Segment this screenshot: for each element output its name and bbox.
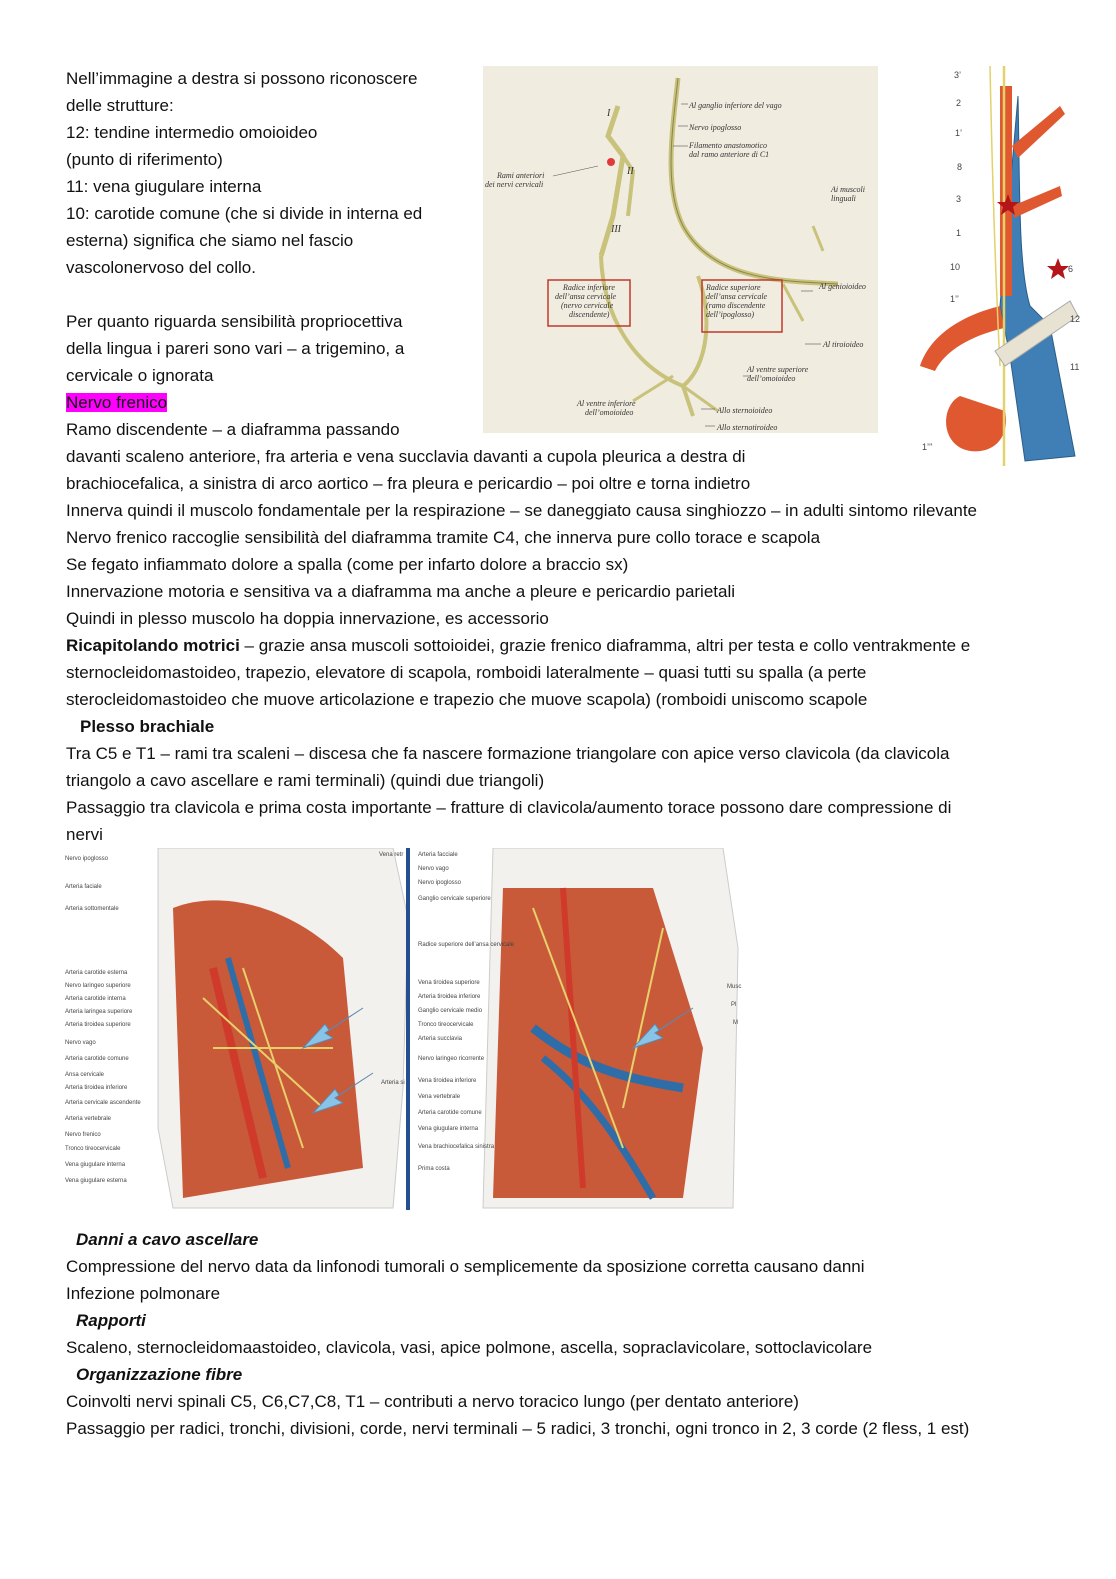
rapporti-line: Scaleno, sternocleidomaastoideo, clavicola, vasi, apice polmone, ascella, sopraclavicolare, sottoclavicolare: [66, 1338, 873, 1357]
left-label-15: Nervo frenico: [65, 1132, 101, 1138]
mid-label-8: Ganglio cervicale medio: [418, 1008, 483, 1014]
label-genioioideo: Al genioioideo: [819, 282, 866, 291]
fibre-heading: Organizzazione fibre: [76, 1365, 243, 1384]
label-root-II: II: [627, 166, 634, 177]
figure-neck-vessels: [900, 66, 1083, 466]
mid-label-7: Arteria tiroidea inferiore: [418, 994, 481, 1000]
danni-heading: Danni a cavo ascellare: [76, 1230, 259, 1249]
brachiale-line-4: nervi: [66, 825, 103, 844]
mid-label-9: Tronco tireocervicale: [418, 1022, 474, 1028]
num-3: 3: [956, 194, 962, 204]
left-label-2: Arteria faciale: [65, 884, 102, 890]
label-ganglio: Al ganglio inferiore del vago: [689, 101, 782, 110]
label-root-III: III: [611, 224, 621, 235]
mid-label-11: Nervo laringeo ricorrente: [418, 1056, 485, 1062]
left-label-4: Arteria carotide esterna: [65, 970, 128, 976]
num-1p: 1’: [955, 128, 963, 138]
label-ventre-inf-1: Al ventre inferiore: [577, 399, 636, 408]
brachiale-heading: Plesso brachiale: [80, 717, 215, 736]
left-label-9: Nervo vago: [65, 1040, 96, 1046]
right-label-3: M: [733, 1020, 738, 1026]
fibre-line-1: Coinvolti nervi spinali C5, C6,C7,C8, T1 – contributi a nervo toracico lungo (per dentato anteriore): [66, 1392, 799, 1411]
num-3p: 3’: [954, 70, 962, 80]
num-6: 6: [1068, 264, 1074, 274]
mid-label-6: Vena tiroidea superiore: [418, 980, 480, 986]
left-label-18: Vena giugulare esterna: [65, 1178, 127, 1184]
label-linguali-2: linguali: [831, 194, 856, 203]
left-label-6: Arteria carotide interna: [65, 996, 126, 1002]
mid-label-14: Arteria carotide comune: [418, 1110, 482, 1116]
label-tiroioideo: Al tiroioideo: [823, 340, 864, 349]
intro-line-11: cervicale o ignorata: [66, 366, 214, 385]
intro-line-6: 10: carotide comune (che si divide in interna ed: [66, 204, 423, 223]
left-label-17: Vena giugulare interna: [65, 1162, 126, 1168]
label-radice-sup-2: dell’ansa cervicale: [706, 292, 768, 301]
left-label-13: Arteria cervicale ascendente: [65, 1100, 141, 1106]
num-12: 12: [1070, 314, 1081, 324]
mid-label-12: Vena tiroidea inferiore: [418, 1078, 477, 1084]
intro-line-7: esterna) significa che siamo nel fascio: [66, 231, 354, 250]
label-ventre-sup-2: dell’omoioideo: [747, 374, 796, 383]
mid-label-3: Nervo ipoglosso: [418, 880, 462, 886]
intro-line-4: (punto di riferimento): [66, 150, 223, 169]
left-label-8: Arteria tiroidea superiore: [65, 1022, 131, 1028]
fibre-line-2: Passaggio per radici, tronchi, divisioni, corde, nervi terminali – 5 radici, 3 tronchi, ogni tronco in 2, 3 corde (2 fless, 1 est): [66, 1419, 970, 1438]
label-radice-sup-1: Radice superiore: [706, 283, 761, 292]
mid-label-4: Ganglio cervicale superiore: [418, 896, 491, 902]
frenico-line-6: Se fegato infiammato dolore a spalla (come per infarto dolore a braccio sx): [66, 555, 629, 574]
mid-label-10: Arteria succlavia: [418, 1036, 463, 1042]
frenico-line-4: Innerva quindi il muscolo fondamentale per la respirazione – se daneggiato causa singhiozzo – in adulti sintomo rilevante: [66, 501, 977, 520]
num-8: 8: [957, 162, 963, 172]
brachiale-line-2: triangolo a cavo ascellare e rami terminali) (quindi due triangoli): [66, 771, 545, 790]
intro-line-8: vascolonervoso del collo.: [66, 258, 256, 277]
ricap-bold: Ricapitolando motrici: [66, 636, 240, 655]
mid-label-17: Prima costa: [418, 1166, 450, 1172]
num-2: 2: [956, 98, 962, 108]
label-radice-sup-4: dell’ipoglosso): [706, 310, 754, 319]
brachiale-line-3: Passaggio tra clavicola e prima costa importante – fratture di clavicola/aumento torace possono dare compressione di: [66, 798, 952, 817]
left-label-11: Ansa cervicale: [65, 1072, 105, 1078]
left-label-16: Tronco tireocervicale: [65, 1146, 121, 1152]
label-sternoioideo: Allo sternoioideo: [717, 406, 773, 415]
num-10: 10: [950, 262, 961, 272]
label-ipoglosso: Nervo ipoglosso: [689, 123, 742, 132]
left-label-1: Nervo ipoglosso: [65, 856, 109, 862]
intro-line-2: delle strutture:: [66, 96, 174, 115]
danni-line-1: Compressione del nervo data da linfonodi tumorali o semplicemente da sposizione corretta causano danni: [66, 1257, 865, 1276]
frenico-heading: [66, 392, 167, 414]
intro-line-9: Per quanto riguarda sensibilità propriocettiva: [66, 312, 403, 331]
mid-label-13: Vena vertebrale: [418, 1094, 461, 1100]
num-11: 11: [1070, 362, 1080, 372]
brachiale-line-1: Tra C5 e T1 – rami tra scaleni – discesa che fa nascere formazione triangolare con apice verso clavicola (da clavicola: [66, 744, 950, 763]
top-right-label: Vena retr: [379, 852, 404, 858]
label-ventre-sup-1: Al ventre superiore: [747, 365, 809, 374]
left-label-7: Arteria laringea superiore: [65, 1009, 133, 1015]
carotid-shape: [1000, 86, 1012, 296]
mid-label-5: Radice superiore dell’ansa cervicale: [418, 942, 515, 948]
left-label-14: Arteria vertebrale: [65, 1116, 112, 1122]
figure-ansa-cervicale: [483, 66, 878, 433]
label-radice-inf-2: dell’ansa cervicale: [555, 292, 617, 301]
ricap-line-1: [66, 635, 970, 657]
mid-label-1: Arteria facciale: [418, 852, 458, 858]
intro-line-5: 11: vena giugulare interna: [66, 177, 262, 196]
label-radice-inf-1: Radice inferiore: [563, 283, 615, 292]
frenico-line-2: davanti scaleno anteriore, fra arteria e vena succlavia davanti a cupola pleurica a destra di: [66, 447, 746, 466]
frenico-line-7: Innervazione motoria e sensitiva va a diaframma ma anche a pleure e pericardio parietali: [66, 582, 736, 601]
intro-line-3: 12: tendine intermedio omoioideo: [66, 123, 318, 142]
mid-label-2: Nervo vago: [418, 866, 449, 872]
frenico-line-3: brachiocefalica, a sinistra di arco aortico – fra pleura e pericardio – poi oltre e torna indietro: [66, 474, 751, 493]
right-mid-label: Arteria si: [381, 1080, 405, 1086]
ricap-rest: – grazie ansa muscoli sottoioidei, grazie frenico diaframma, altri per testa e collo ventrakmente e: [239, 636, 971, 655]
label-radice-inf-3: (nervo cervicale: [561, 301, 614, 310]
label-radice-inf-4: discendente): [569, 310, 610, 319]
intro-line-10: della lingua i pareri sono vari – a trigemino, a: [66, 339, 405, 358]
mid-label-15: Vena giugulare interna: [418, 1126, 479, 1132]
left-label-12: Arteria tiroidea inferiore: [65, 1085, 128, 1091]
danni-line-2: Infezione polmonare: [66, 1284, 221, 1303]
mid-label-16: Vena brachiocefalica sinistra: [418, 1144, 495, 1150]
plates-separator: [406, 848, 410, 1210]
ricap-line-2: sternocleidomastoideo, trapezio, elevatore di scapola, romboidi lateralmente – quasi tutti su spalla (a perte: [66, 663, 867, 682]
frenico-heading-highlight: Nervo frenico: [66, 393, 168, 412]
label-rami-2: dei nervi cervicali: [485, 180, 544, 189]
label-rami-1: Rami anteriori: [497, 171, 545, 180]
label-radice-sup-3: (ramo discendente: [706, 301, 766, 310]
left-label-10: Arteria carotide comune: [65, 1056, 129, 1062]
label-root-I: I: [607, 108, 611, 119]
frenico-line-8: Quindi in plesso muscolo ha doppia innervazione, es accessorio: [66, 609, 549, 628]
label-ventre-inf-2: dell’omoioideo: [585, 408, 634, 417]
figure-ansa-background: [483, 66, 878, 433]
ricap-line-3: sterocleidomastoideo che muove articolazione e trapezio che muove scapola) (romboidi uniscomo scapole: [66, 690, 868, 709]
right-label-2: Pl: [731, 1002, 737, 1008]
red-marker-dot: [607, 158, 615, 166]
num-1: 1: [956, 228, 962, 238]
frenico-line-5: Nervo frenico raccoglie sensibilità del diaframma tramite C4, che innerva pure collo torace e scapola: [66, 528, 821, 547]
left-label-3: Arteria sottomentale: [65, 906, 119, 912]
num-1pp: 1’’: [950, 294, 959, 304]
label-filamento-1: Filamento anastomotico: [689, 141, 767, 150]
label-filamento-2: dal ramo anteriore di C1: [689, 150, 770, 159]
figure-atlas-plates: [63, 848, 743, 1210]
rapporti-heading: Rapporti: [76, 1311, 146, 1330]
frenico-line-1: Ramo discendente – a diaframma passando: [66, 420, 400, 439]
left-label-5: Nervo laringeo superiore: [65, 983, 131, 989]
label-sternotiroideo: Allo sternotiroideo: [717, 423, 778, 432]
intro-line-1: Nell’immagine a destra si possono riconoscere: [66, 69, 418, 88]
num-1ppp: 1’’’: [922, 442, 933, 452]
right-label-1: Musc: [727, 984, 742, 990]
label-linguali-1: Ai muscoli: [831, 185, 865, 194]
